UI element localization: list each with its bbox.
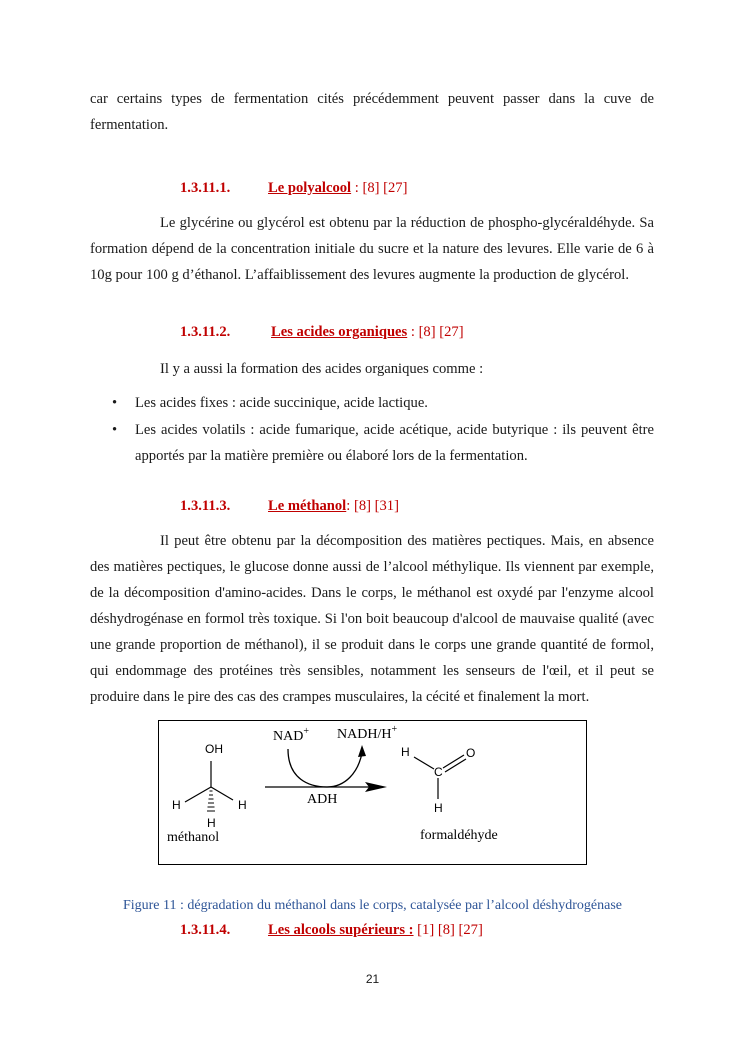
atom-h-bottom: H bbox=[434, 801, 443, 815]
section-heading-polyalcool bbox=[180, 180, 407, 197]
section-refs: : [8] [27] bbox=[351, 180, 408, 196]
section-title: Les acides organiques bbox=[271, 324, 408, 340]
section-refs: : [8] [27] bbox=[407, 324, 464, 340]
section-number: 1.3.11.3. bbox=[180, 498, 231, 514]
acides-intro-paragraph: Il y a aussi la formation des acides organiques comme : bbox=[160, 361, 484, 377]
cofactor-nadh: NADH/H+ bbox=[337, 724, 398, 742]
intro-paragraph: car certains types de fermentation cités précédemment peuvent passer dans la cuve de fermentation. bbox=[90, 91, 654, 133]
hashed-bond bbox=[207, 791, 215, 811]
section-number: 1.3.11.4. bbox=[180, 922, 231, 938]
bond-c-h-left bbox=[185, 787, 211, 802]
figure-caption: Figure 11 : dégradation du méthanol dans le corps, catalysée par l’alcool déshydrogénase bbox=[122, 898, 623, 913]
section-title: Les alcools supérieurs : bbox=[268, 922, 414, 938]
polyalcool-paragraph: Le glycérine ou glycérol est obtenu par la réduction de phospho-glycéraldéhyde. Sa formation dépend de la concentration initiale du sucre et la nature des levures. Elle varie de 6 à 10g pour 100 g d’éthanol. L’affaiblissement des levures augmente la production de glycérol. bbox=[90, 215, 654, 283]
enzyme-label: ADH bbox=[307, 792, 338, 807]
section-title: Le polyalcool bbox=[268, 180, 352, 196]
list-item: • Les acides volatils : acide fumarique, acide acétique, acide butyrique : ils peuvent être apportés par la matière première ou élaboré lors de la fermentation. bbox=[90, 417, 654, 469]
section-number: 1.3.11.1. bbox=[180, 180, 231, 196]
reaction-figure bbox=[158, 720, 587, 865]
methanol-paragraph: Il peut être obtenu par la décomposition des matières pectiques. Mais, en absence des matières pectiques, le glucose donne aussi de l’alcool méthylique. Ils viennent par exemple, de la décomposition d'amino-acides. Dans le corps, le méthanol est oxydé par l'enzyme alcool déshydrogénase en formol très toxique. Si l'on boit beaucoup d'alcool de mauvaise qualité (avec une grande proportion de méthanol), il se produit dans le corps une grande quantité de formol, qui endommage des protéines très sensibles, notamment les senseurs de l'œil, et il peut se produire dans le pire des cas des crampes musculaires, la cécité et finalement la mort. bbox=[90, 533, 654, 705]
atom-c: C bbox=[434, 765, 443, 779]
cofactor-arrowhead bbox=[358, 745, 366, 757]
acides-list bbox=[90, 390, 654, 470]
cofactor-nad: NAD+ bbox=[273, 726, 309, 744]
list-item: • Les acides fixes : acide succinique, acide lactique. bbox=[90, 390, 654, 416]
section-refs: [1] [8] [27] bbox=[413, 922, 483, 938]
atom-h-right: H bbox=[238, 798, 247, 812]
section-number: 1.3.11.2. bbox=[180, 324, 231, 340]
section-heading-alcools-superieurs bbox=[180, 922, 483, 939]
section-heading-acides bbox=[180, 324, 464, 341]
atom-h-bottom: H bbox=[207, 816, 216, 830]
cofactor-curved-arrow bbox=[288, 749, 362, 787]
section-refs: : [8] [31] bbox=[346, 498, 399, 514]
atom-oh: OH bbox=[205, 742, 223, 756]
bond-h-c bbox=[414, 757, 434, 769]
atom-h-top: H bbox=[401, 745, 410, 759]
formaldehyde-label: formaldéhyde bbox=[420, 828, 498, 843]
section-heading-methanol bbox=[180, 498, 399, 515]
reaction-diagram bbox=[159, 721, 586, 864]
methanol-label: méthanol bbox=[167, 830, 220, 845]
atom-h-left: H bbox=[172, 798, 181, 812]
page-number: 21 bbox=[365, 972, 380, 986]
section-title: Le méthanol bbox=[268, 498, 347, 514]
atom-o: O bbox=[466, 746, 476, 760]
bond-c-h-right bbox=[211, 787, 233, 800]
